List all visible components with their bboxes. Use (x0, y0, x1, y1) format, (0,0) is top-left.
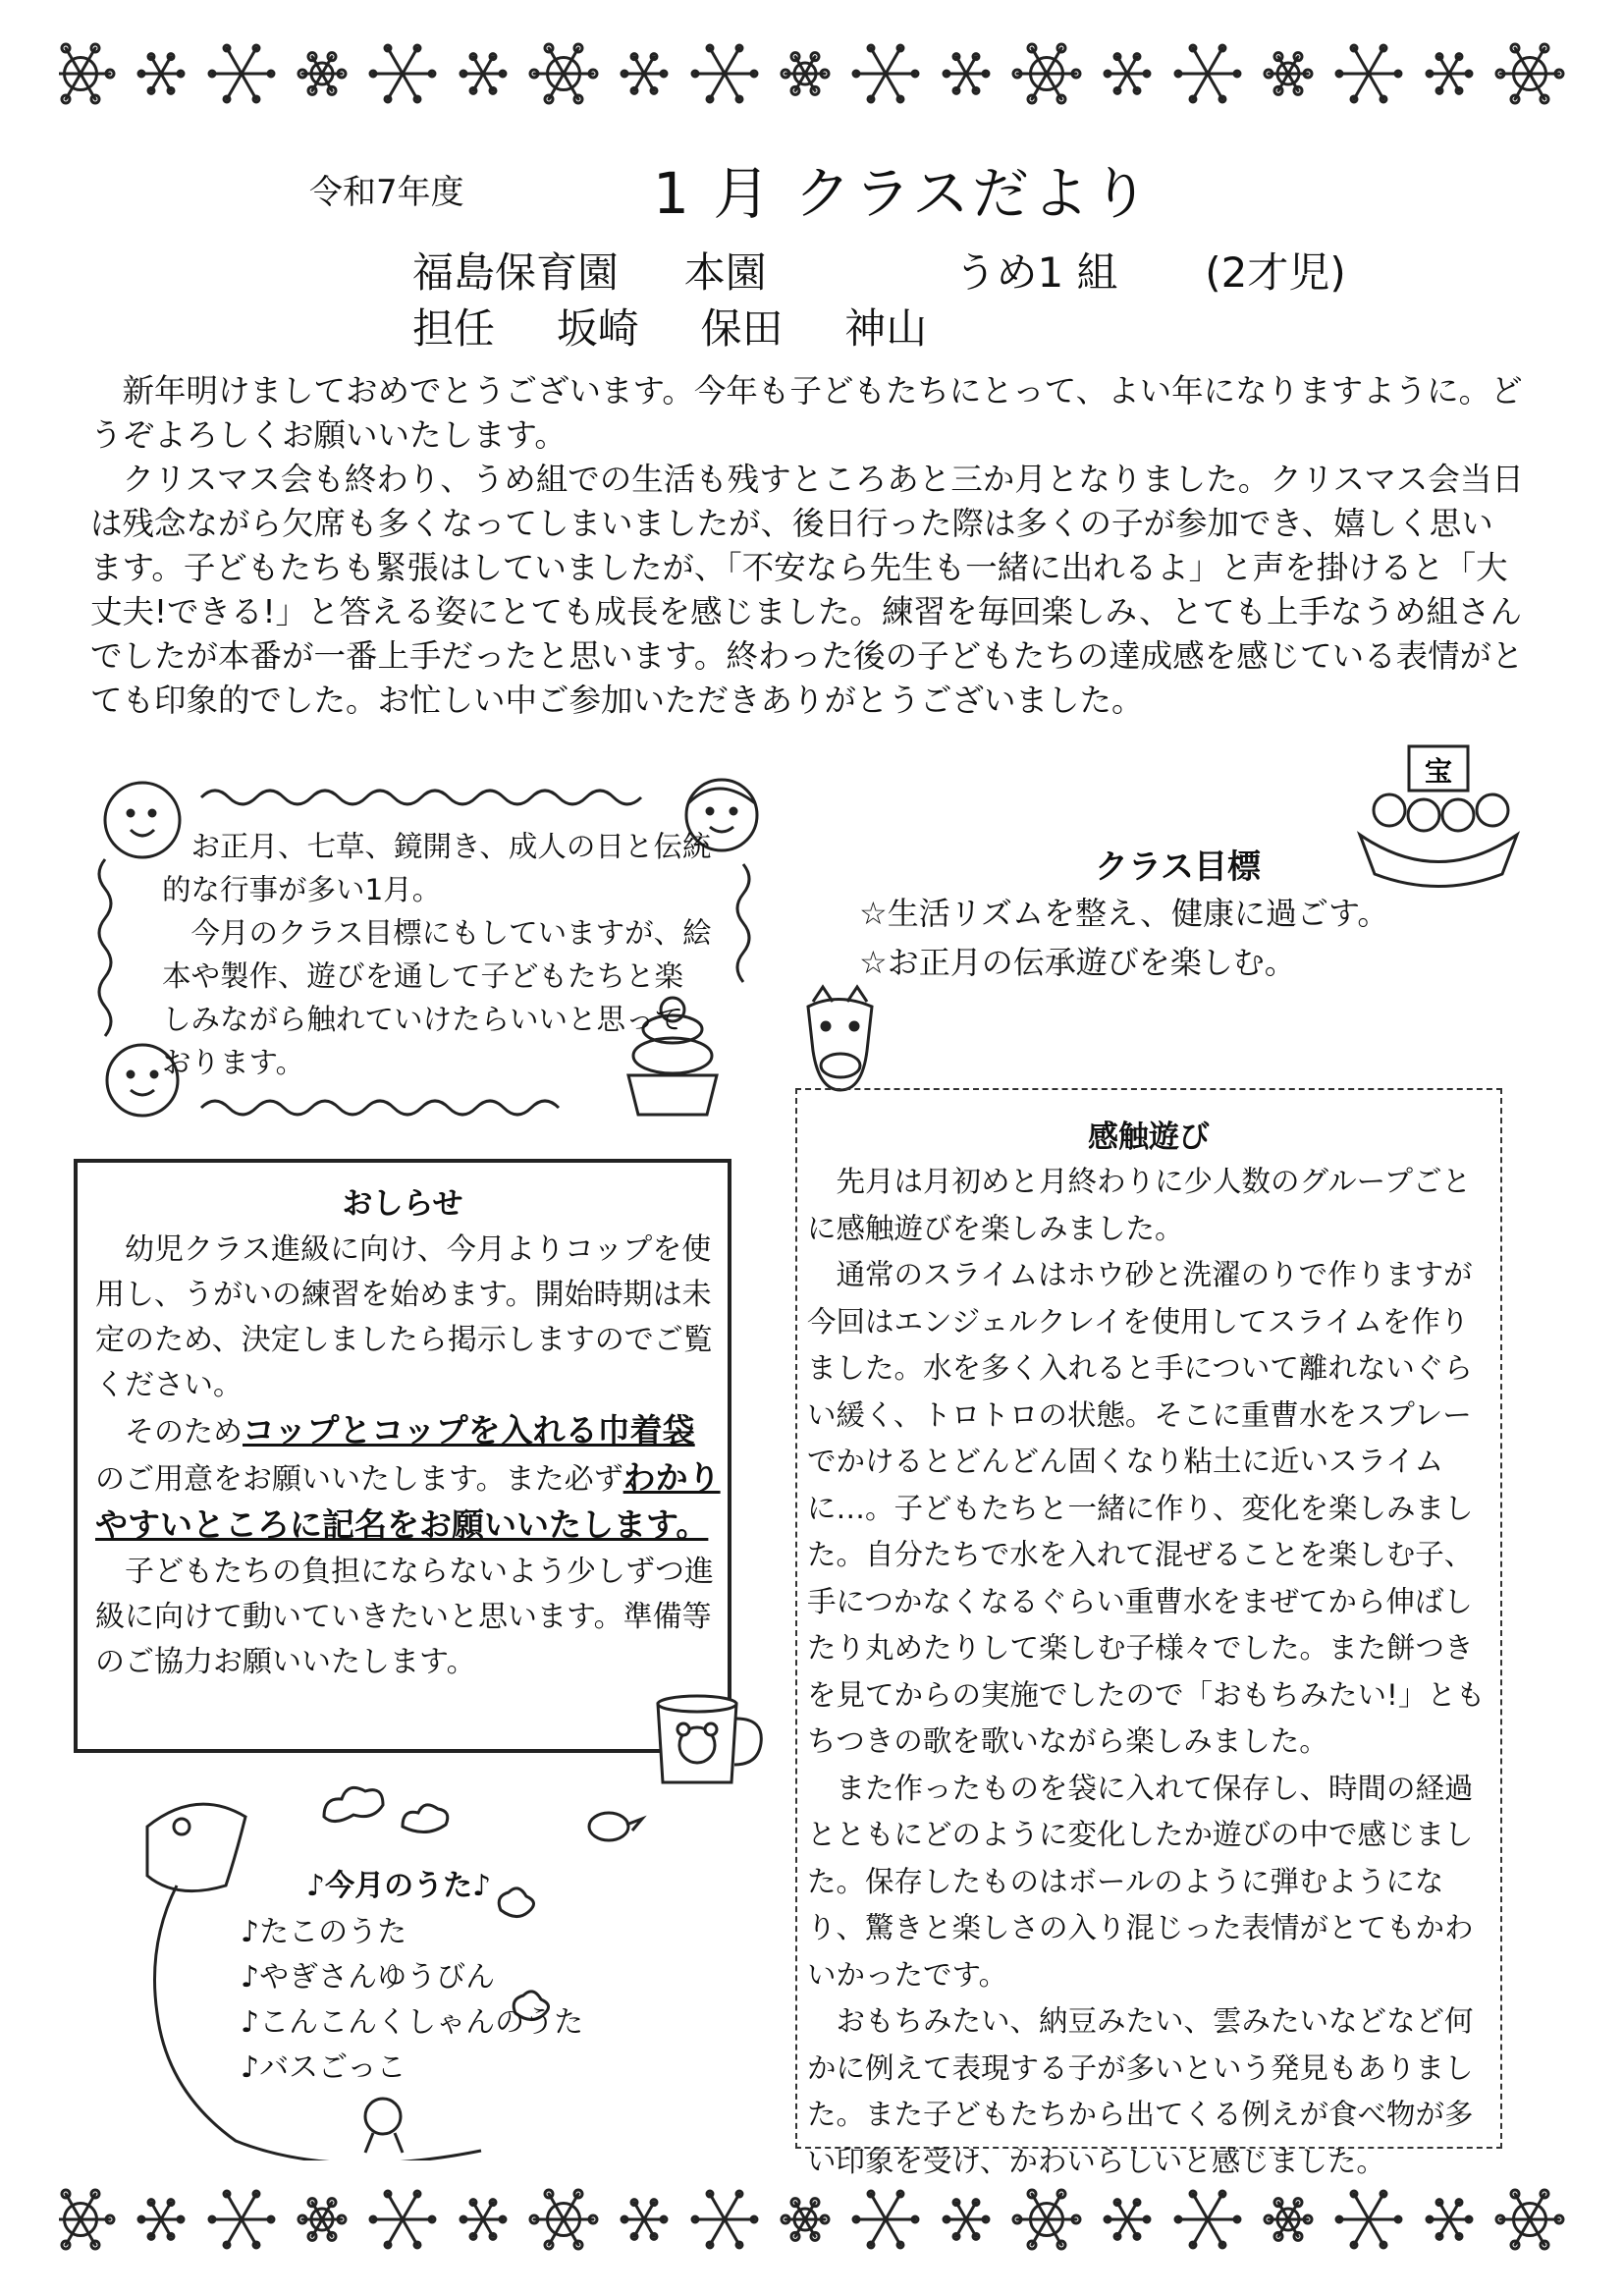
snowflake-icon (622, 54, 667, 94)
label-name-emphasis: わかりやすいところに記名をお願いいたします。 (95, 1458, 721, 1544)
snowflake-icon (1175, 2191, 1240, 2248)
treasure-ship-label: 宝 (1424, 755, 1453, 788)
snowflake-icon (692, 2191, 757, 2248)
snowflake-icon (853, 2191, 918, 2248)
song-item: ♪こんこんくしゃんのうた (241, 2005, 584, 2040)
intro-paragraph: クリスマス会も終わり、うめ組での生活も残すところあと三か月となりました。クリスマス会当日は残念ながら欠席も多くなってしまいましたが、後日行った際は多くの子が参加でき、嬉しく思います。子どもたちも緊張はしていましたが、「不安なら先生も一緒に出れるよ」と声を掛けると「大丈夫!できる!」と答える姿にとても成長を感じました。練習を毎回楽しみ、とても上手なうめ組さんでしたが本番が一番上手だったと思います。終わった後の子どもたちの達成感を感じている表情がとても印象的でした。お忙しい中ご参加いただきありがとうございました。 (90, 461, 1524, 719)
snowflake-icon (1336, 45, 1401, 102)
snowflake-icon (138, 2200, 184, 2240)
snowflake-icon (59, 2190, 114, 2249)
horse-illustration (793, 982, 887, 1095)
snowflake-icon (782, 2199, 829, 2241)
snowflake-icon (782, 53, 829, 95)
snowflake-icon (622, 2200, 667, 2240)
snowflake-icon (370, 2191, 435, 2248)
new-year-paragraph: 今月のクラス目標にもしていますが、絵本や製作、遊びを通して子どもたちと楽しみながら触れていけたらいいと思っております。 (162, 916, 712, 1079)
snowflake-icon (1105, 2200, 1150, 2240)
snowflake-icon (460, 2200, 506, 2240)
new-year-text (162, 825, 712, 1084)
snowflake-icon (944, 2200, 989, 2240)
snowflake-icon (209, 45, 274, 102)
branch-name: 本園 (683, 248, 767, 297)
notice-paragraph: そのためコップとコップを入れる巾着袋のご用意をお願いいたします。また必ずわかりやすいところに記名をお願いいたします。 (95, 1411, 721, 1544)
snowflake-icon (1427, 2200, 1472, 2240)
page-title: 1 月 クラスだより (653, 160, 1153, 227)
sensory-play-body (807, 1159, 1494, 2185)
snowflake-icon (138, 54, 184, 94)
teacher-name: 保田 (700, 304, 784, 353)
class-age: (2才児) (1205, 248, 1346, 297)
snowflake-icon (298, 53, 346, 95)
snowflake-icon (530, 2190, 597, 2249)
class-name: うめ1 組 (954, 248, 1118, 297)
song-item: ♪たこのうた (241, 1915, 407, 1949)
snowflake-icon (1336, 2191, 1401, 2248)
new-year-paragraph: お正月、七草、鏡開き、成人の日と伝統的な行事が多い1月。 (162, 830, 712, 906)
snowflake-border-top (59, 25, 1565, 123)
notice-paragraph: 幼児クラス進級に向け、今月よりコップを使用し、うがいの練習を始めます。開始時期は未定のため、決定しましたら掲示しますのでご覧ください。 (95, 1232, 713, 1402)
snowflake-icon (1427, 54, 1472, 94)
teacher-label: 担任 (412, 304, 496, 353)
teacher-name: 坂崎 (556, 304, 639, 353)
school-name: 福島保育園 (412, 248, 620, 297)
fiscal-year: 令和7年度 (309, 173, 464, 212)
teachers-line (412, 297, 927, 355)
goal-item: ☆生活リズムを整え、健康に過ごす。 (859, 895, 1389, 932)
snowflake-icon (530, 44, 597, 103)
snowflake-icon (1175, 45, 1240, 102)
bear-cup-illustration (648, 1684, 776, 1792)
snowflake-icon (1496, 2190, 1563, 2249)
snowflake-icon (298, 2199, 346, 2241)
snowflake-icon (370, 45, 435, 102)
notice-paragraph: 子どもたちの負担にならないよう少しずつ進級に向けて動いていきたいと思います。準備等のご協力お願いいたします。 (95, 1555, 714, 1679)
goals-heading: クラス目標 (1095, 847, 1261, 887)
snowflake-icon (853, 45, 918, 102)
snowflake-icon (1013, 44, 1080, 103)
notice-heading: おしらせ (342, 1186, 463, 1222)
intro-text (90, 369, 1524, 723)
song-item: ♪バスごっこ (241, 2050, 406, 2085)
songs-heading: ♪今月のうた♪ (306, 1869, 492, 1903)
song-item: ♪やぎさんゆうびん (241, 1960, 496, 1995)
snowflake-icon (209, 2191, 274, 2248)
snowflake-icon (1496, 44, 1563, 103)
snowflake-icon (460, 54, 506, 94)
goal-item: ☆お正月の伝承遊びを楽しむ。 (859, 944, 1296, 981)
snowflake-icon (1265, 2199, 1312, 2241)
treasure-ship-illustration (1350, 727, 1522, 889)
snowflake-border-bottom (59, 2170, 1565, 2269)
sensory-paragraph: 通常のスライムはホウ砂と洗濯のりで作りますが今回はエンジェルクレイを使用してスライムを作りました。水を多く入れると手について離れないぐらい緩く、トロトロの状態。そこに重曹水をスプレーでかけるとどんどん固くなり粘土に近いスライムに…。子どもたちと一緒に作り、変化を楽しみました。自分たちで水を入れて混ぜることを楽しむ子、手につかなくなるぐらい重曹水をまぜてから伸ばしたり丸めたりして楽しむ子様々でした。また餅つきを見てからの実施でしたので「おもちみたい!」ともちつきの歌を歌いながら楽しみました。 (807, 1258, 1486, 1758)
sensory-paragraph: おもちみたい、納豆みたい、雲みたいなどなど何かに例えて表現する子が多いという発見もありました。また子どもたちから出てくる例えが食べ物が多い印象を受け、かわいらしいと感じました。 (807, 2004, 1474, 2178)
snowflake-icon (59, 44, 114, 103)
intro-paragraph: 新年明けましておめでとうございます。今年も子どもたちにとって、よい年になりますように。どうぞよろしくお願いいたします。 (90, 372, 1523, 454)
snowflake-icon (1105, 54, 1150, 94)
sensory-paragraph: また作ったものを袋に入れて保存し、時間の経過とともにどのように変化したか遊びの中で感じました。保存したものはボールのように弾むようになり、驚きと楽しさの入り混じった表情がとてもかわいかったです。 (807, 1771, 1474, 1992)
cup-bag-emphasis: コップとコップを入れる巾着袋 (243, 1411, 695, 1449)
snowflake-icon (944, 54, 989, 94)
snowflake-icon (1265, 53, 1312, 95)
sensory-play-heading: 感触遊び (1088, 1120, 1210, 1155)
snowflake-icon (1013, 2190, 1080, 2249)
snowflake-icon (692, 45, 757, 102)
school-line (412, 241, 1346, 300)
notice-body (95, 1228, 724, 1685)
sensory-paragraph: 先月は月初めと月終わりに少人数のグループごとに感触遊びを楽しみました。 (807, 1165, 1472, 1245)
teacher-name: 神山 (844, 304, 928, 353)
